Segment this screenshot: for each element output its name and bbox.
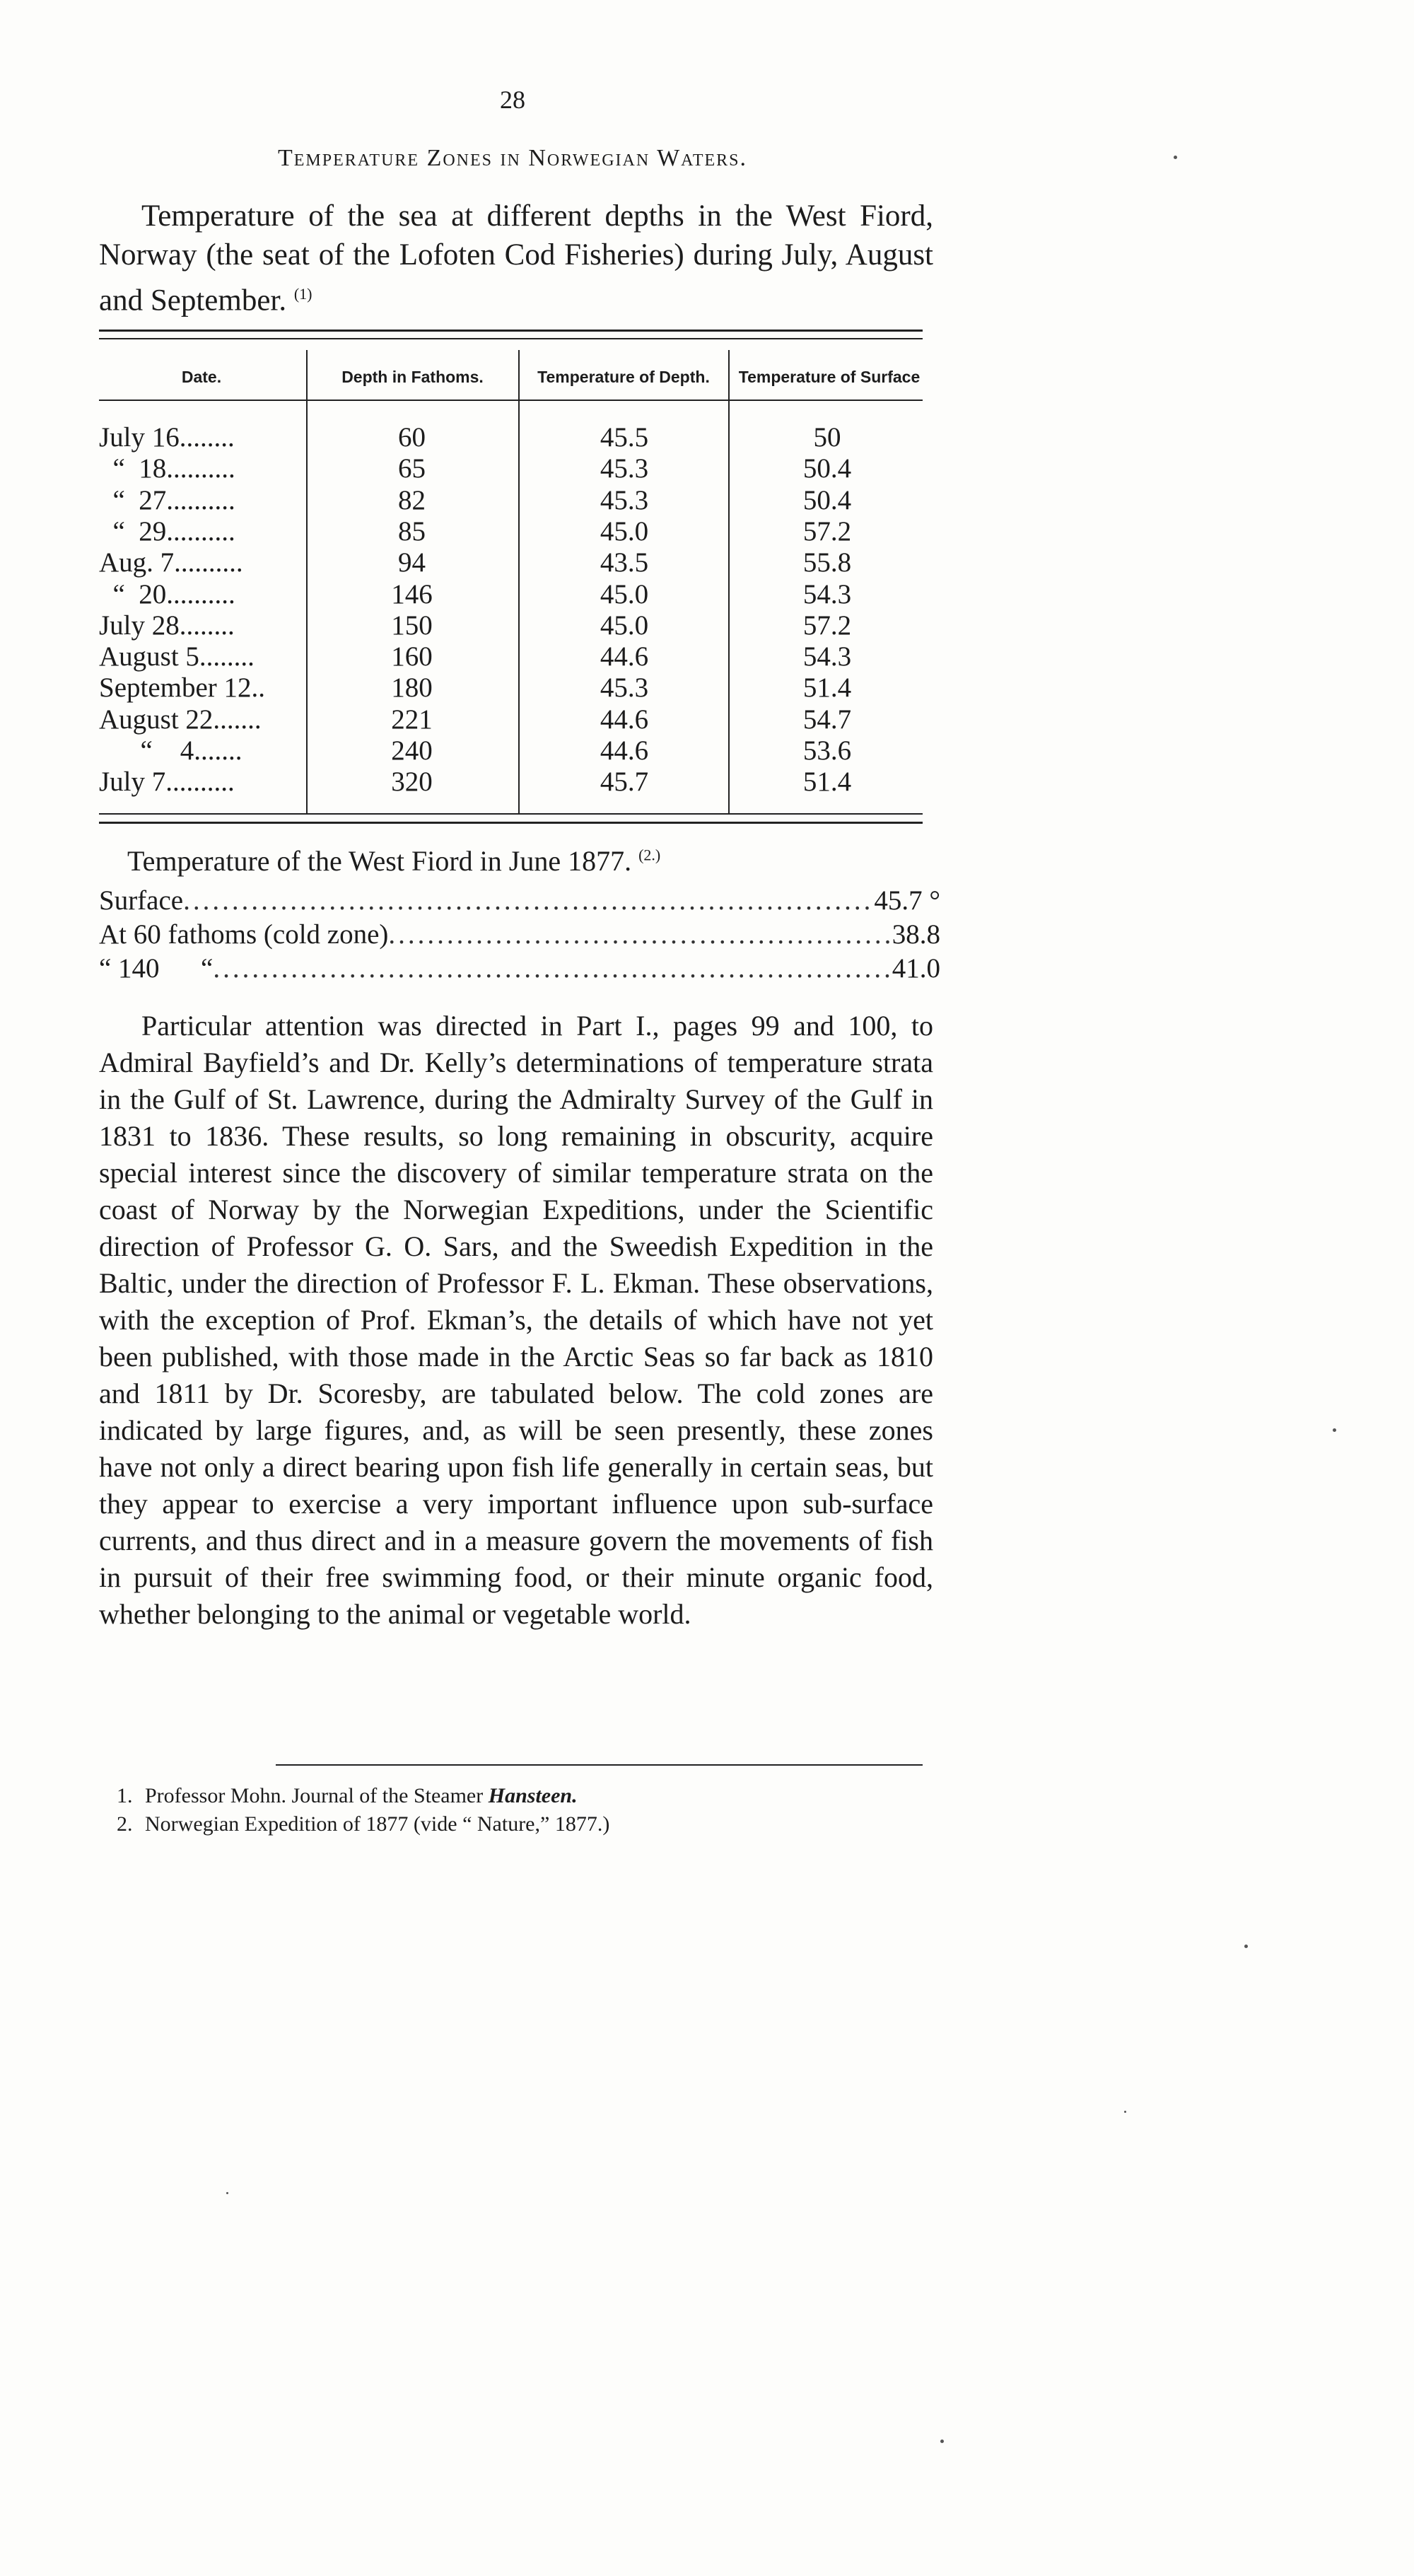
header-temp-depth: Temperature of Depth. xyxy=(537,368,710,386)
table-row xyxy=(0,547,1414,578)
date-cell: September 12.. xyxy=(99,672,266,704)
temp-surface-cell: 50 xyxy=(813,422,841,453)
june-row-label: At 60 fathoms (cold zone) xyxy=(99,919,389,950)
temp-surface-cell: 54.3 xyxy=(802,578,852,610)
scan-speck xyxy=(940,2440,944,2443)
june-row xyxy=(99,884,940,918)
footnote-emph: Hansteen. xyxy=(488,1784,578,1807)
depth-cell: 240 xyxy=(391,735,433,766)
depth-cell: 160 xyxy=(391,641,433,672)
footnote-num: 1. xyxy=(117,1784,133,1807)
temp-depth-cell: 44.6 xyxy=(600,641,649,672)
scan-speck xyxy=(1174,156,1177,159)
table-row xyxy=(0,422,1414,453)
depth-cell: 146 xyxy=(391,578,433,610)
june-row-value: 45.7 ° xyxy=(874,885,940,916)
footnote-2 xyxy=(117,1810,609,1838)
scan-speck xyxy=(226,2192,228,2194)
temp-depth-cell: 44.6 xyxy=(600,735,649,766)
header-temp-surface: Temperature of Surface xyxy=(738,368,921,386)
table-top-rule-2 xyxy=(99,338,923,339)
footnote-text: Professor Mohn. Journal of the Steamer xyxy=(145,1784,489,1807)
table-bottom-rule-2 xyxy=(99,822,923,824)
date-cell: July 16........ xyxy=(99,422,235,453)
table-bottom-rule xyxy=(99,813,923,815)
temp-surface-cell: 57.2 xyxy=(802,610,852,641)
footnote-rule xyxy=(276,1764,923,1766)
temp-surface-cell: 54.7 xyxy=(802,704,852,735)
temp-depth-cell: 45.3 xyxy=(600,672,649,704)
date-cell: “ 27.......... xyxy=(99,484,235,515)
temp-surface-cell: 51.4 xyxy=(802,767,852,798)
table-row xyxy=(0,672,1414,704)
temp-surface-cell: 51.4 xyxy=(802,672,852,704)
depth-cell: 85 xyxy=(398,515,426,547)
temp-depth-cell: 45.0 xyxy=(600,578,649,610)
depth-cell: 60 xyxy=(398,422,426,453)
temp-surface-cell: 50.4 xyxy=(802,453,852,484)
june-row xyxy=(99,918,940,952)
temp-surface-cell: 53.6 xyxy=(802,735,852,766)
june-row-label: “ 140 “ xyxy=(99,953,214,984)
intro-body: Temperature of the sea at different depths in the West Fiord, Norway (the seat of the Lofoten Cod Fisheries) during July, August and September. xyxy=(99,199,933,317)
date-cell: “ 18.......... xyxy=(99,453,235,484)
table-row xyxy=(0,704,1414,735)
temp-surface-cell: 57.2 xyxy=(802,515,852,547)
table-row xyxy=(0,516,1414,547)
date-cell: “ 20.......... xyxy=(99,578,235,610)
depth-cell: 320 xyxy=(391,767,433,798)
depth-cell: 150 xyxy=(391,610,433,641)
june-title-text: Temperature of the West Fiord in June 1877. xyxy=(127,845,632,877)
date-cell: “ 29.......... xyxy=(99,515,235,547)
temp-surface-cell: 55.8 xyxy=(802,547,852,578)
june-row-value: 38.8 xyxy=(892,919,940,950)
table-row xyxy=(0,767,1414,798)
depth-cell: 82 xyxy=(398,484,426,515)
page-number: 28 xyxy=(500,86,525,114)
table-row xyxy=(0,610,1414,641)
temp-surface-cell: 54.3 xyxy=(802,641,852,672)
table-header-rule xyxy=(99,400,923,401)
scan-speck xyxy=(1333,1428,1336,1432)
date-cell: Aug. 7.......... xyxy=(99,547,243,578)
date-cell: July 7.......... xyxy=(99,767,235,798)
table-top-rule xyxy=(99,330,923,332)
footnote-text: Norwegian Expedition of 1877 (vide “ Nature,” 1877.) xyxy=(145,1812,610,1836)
depth-cell: 65 xyxy=(398,453,426,484)
intro-note-ref: (1) xyxy=(293,285,312,303)
temp-depth-cell: 45.5 xyxy=(600,422,649,453)
table-row xyxy=(0,735,1414,767)
table-row xyxy=(0,453,1414,484)
temp-depth-cell: 45.0 xyxy=(600,610,649,641)
temp-depth-cell: 43.5 xyxy=(600,547,649,578)
temp-surface-cell: 50.4 xyxy=(802,484,852,515)
june-row-value: 41.0 xyxy=(892,953,940,984)
header-depth: Depth in Fathoms. xyxy=(341,368,484,386)
temp-depth-cell: 44.6 xyxy=(600,704,649,735)
june-note-ref: (2.) xyxy=(638,846,661,864)
june-row xyxy=(99,952,940,986)
temp-depth-cell: 45.3 xyxy=(600,453,649,484)
date-cell: August 5........ xyxy=(99,641,255,672)
date-cell: July 28........ xyxy=(99,610,235,641)
june-title xyxy=(127,844,660,878)
date-cell: “ 4....... xyxy=(99,735,243,766)
date-cell: August 22....... xyxy=(99,704,262,735)
temp-depth-cell: 45.7 xyxy=(600,767,649,798)
scan-speck xyxy=(1124,2111,1126,2113)
table-row xyxy=(0,485,1414,516)
depth-cell: 221 xyxy=(391,704,433,735)
header-date: Date. xyxy=(181,368,222,386)
page-title: Temperature Zones in Norwegian Waters. xyxy=(277,145,748,171)
table-row xyxy=(0,579,1414,610)
table-row xyxy=(0,641,1414,672)
june-row-label: Surface xyxy=(99,885,184,916)
scan-speck xyxy=(1244,1945,1248,1948)
body-paragraph: Particular attention was directed in Part I., pages 99 and 100, to Admiral Bayfield’s and Dr. Kelly’s determinations of temperature strata in the Gulf of St. Lawrence, during the Admiralty Survey of the Gulf in 1831 to 1836. These results, so long remaining in obscurity, acquire special interest since the discovery of similar temperature strata on the coast of Norway by the Norwegian Expeditions, under the Scientific direction of Professor G. O. Sars, and the Sweedish Expedition in the Baltic, under the direction of Professor F. L. Ekman. These observations, with the exception of Prof. Ekman’s, the details of which have not yet been published, with those made in the Arctic Seas so far back as 1810 and 1811 by Dr. Scoresby, are tabulated below. The cold zones are indicated by large figures, and, as will be seen presently, these zones have not only a direct bearing upon fish life generally in certain seas, but they appear to exercise a very important influence upon sub-surface currents, and thus direct and in a measure govern the movements of fish in pursuit of their free swimming food, or their minute organic food, whether belonging to the animal or vegetable world. xyxy=(99,1010,933,1630)
temp-depth-cell: 45.3 xyxy=(600,484,649,515)
intro-text xyxy=(99,197,933,320)
footnote-1 xyxy=(117,1782,578,1810)
depth-cell: 180 xyxy=(391,672,433,704)
temp-depth-cell: 45.0 xyxy=(600,515,649,547)
depth-cell: 94 xyxy=(398,547,426,578)
footnote-num: 2. xyxy=(117,1812,133,1836)
